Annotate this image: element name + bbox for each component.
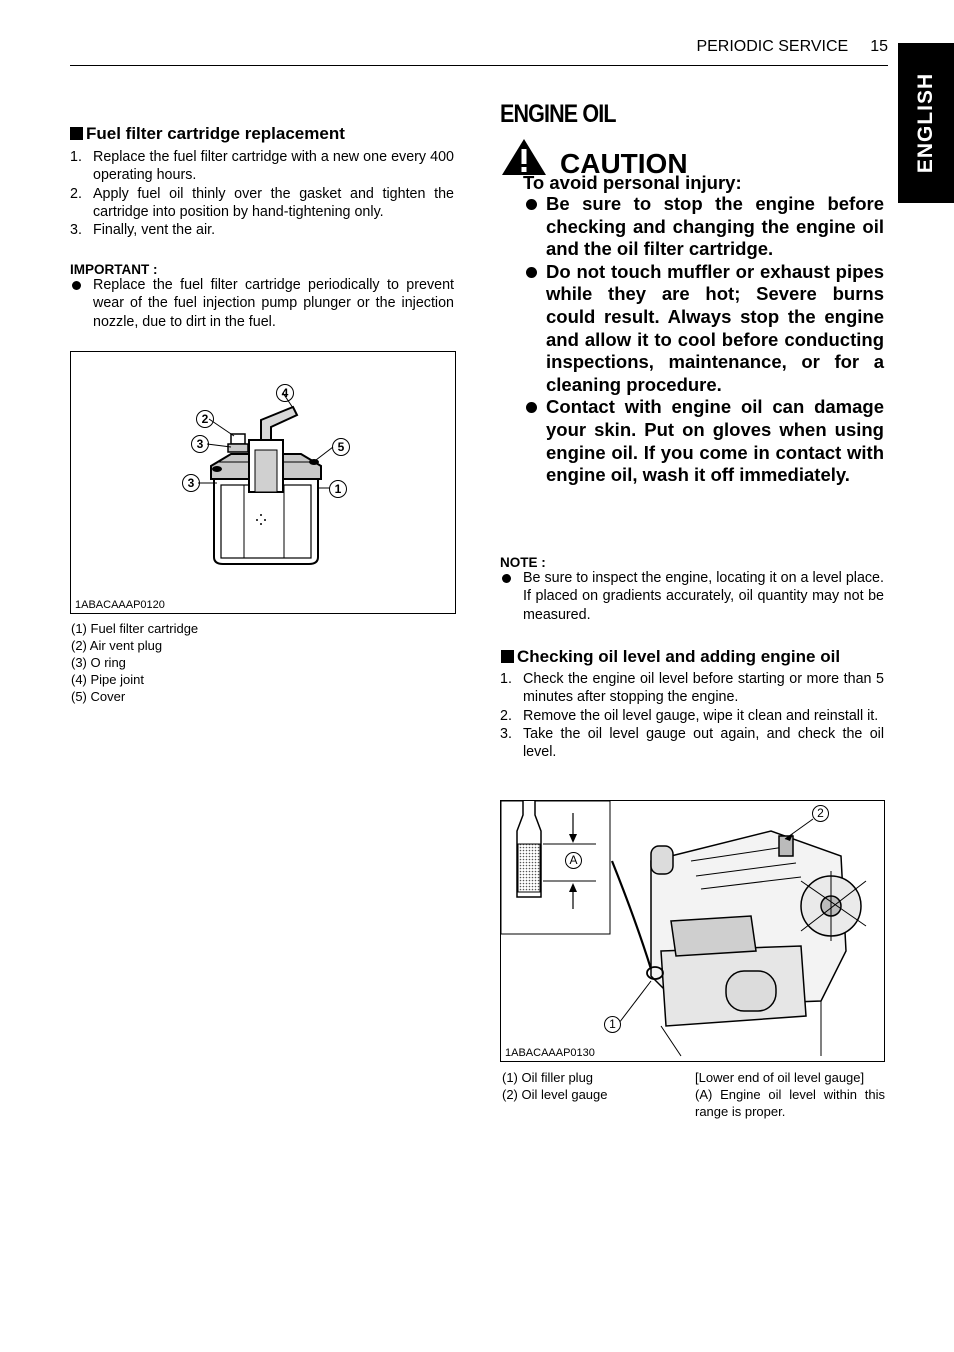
important-label: IMPORTANT : <box>70 262 158 277</box>
note-text: Be sure to inspect the engine, locating it on a level place. If placed on gradients accurately, oil quantity may not be measured. <box>523 570 884 623</box>
caption: (A) Engine oil level within this range is proper. <box>695 1087 885 1119</box>
fuel-filter-figure <box>70 351 456 614</box>
step-number: 1. <box>70 149 82 165</box>
caption: (5) Cover <box>71 689 126 704</box>
engine-illustration <box>501 801 884 1061</box>
square-bullet-icon <box>70 127 83 140</box>
square-bullet-icon <box>501 650 514 663</box>
step-number: 3. <box>70 222 82 239</box>
oil-level-section-title <box>501 647 840 667</box>
step-number: 3. <box>500 725 512 742</box>
bullet-icon <box>526 402 537 413</box>
section-name: PERIODIC SERVICE <box>696 38 849 55</box>
caption: (2) Air vent plug <box>71 638 163 653</box>
step-text: Apply fuel oil thinly over the gasket and tighten the cartridge into position by hand-tightening only. <box>93 185 454 220</box>
list-item <box>70 148 454 185</box>
callout-2: 2 <box>196 410 214 428</box>
header-divider <box>70 65 888 66</box>
note-list <box>500 569 884 624</box>
callout-4: 4 <box>276 384 294 402</box>
step-number: 2. <box>500 707 512 724</box>
oil-level-steps <box>500 670 884 761</box>
callout-1: 1 <box>329 480 347 498</box>
caution-list <box>524 193 884 487</box>
caution-item-text: Do not touch muffler or exhaust pipes while they are hot; Severe burns could result. Always stop the engine and allow it to cool before conducting inspections, maintenance, or for a cleaning procedure. <box>546 260 884 395</box>
fuel-filter-illustration <box>71 352 455 613</box>
caption-right-column <box>695 1069 885 1120</box>
language-tab-label: ENGLISH <box>914 72 937 174</box>
caption: (4) Pipe joint <box>71 672 144 687</box>
caption: (2) Oil level gauge <box>502 1087 608 1102</box>
list-item <box>524 193 884 261</box>
fuel-filter-captions <box>71 620 451 705</box>
engine-oil-title: ENGINE OIL <box>500 100 616 128</box>
callout-3b: 3 <box>182 474 200 492</box>
step-text: Remove the oil level gauge, wipe it clean and reinstall it. <box>523 707 879 724</box>
engine-oil-figure <box>500 800 885 1062</box>
caution-intro: To avoid personal injury: <box>523 172 742 193</box>
callout-2: 2 <box>812 805 829 822</box>
page-number: 15 <box>870 38 888 55</box>
step-text: Take the oil level gauge out again, and check the oil level. <box>523 725 884 761</box>
callout-A: A <box>565 852 582 869</box>
running-header <box>600 38 888 56</box>
step-text: Finally, vent the air. <box>93 222 216 239</box>
language-tab <box>898 43 954 203</box>
list-item <box>70 221 454 239</box>
fuel-filter-section-title <box>70 124 345 144</box>
warning-triangle-icon <box>500 137 548 177</box>
caption: [Lower end of oil level gauge] <box>695 1070 865 1085</box>
fuel-filter-steps <box>70 148 454 239</box>
caption: (1) Fuel filter cartridge <box>71 621 199 636</box>
callout-1: 1 <box>604 1016 621 1033</box>
step-number: 1. <box>500 671 512 687</box>
caution-item-text: Be sure to stop the engine before checking and changing the engine oil and the oil filter cartridge. <box>546 193 884 260</box>
figure-code: 1ABACAAAP0130 <box>505 1047 595 1059</box>
step-number: 2. <box>70 185 82 202</box>
callout-5: 5 <box>332 438 350 456</box>
callout-3: 3 <box>191 435 209 453</box>
bullet-icon <box>72 281 81 290</box>
caption: (1) Oil filler plug <box>502 1070 594 1085</box>
important-text: Replace the fuel filter cartridge periodically to prevent wear of the fuel injection pump plunger or the injection nozzle, due to dirt in the fuel. <box>93 277 454 330</box>
list-item <box>524 396 884 486</box>
bullet-icon <box>526 199 537 210</box>
fuel-filter-title-text: Fuel filter cartridge replacement <box>86 124 345 143</box>
list-item <box>500 707 884 725</box>
note-label: NOTE : <box>500 555 546 570</box>
oil-level-title-text: Checking oil level and adding engine oil <box>517 647 841 666</box>
caption-left-column <box>502 1069 695 1120</box>
list-item <box>70 185 454 222</box>
important-list <box>70 276 454 331</box>
caution-heading: CAUTION <box>560 148 688 179</box>
step-text: Check the engine oil level before starting or more than 5 minutes after stopping the engine. <box>523 671 884 706</box>
caption: (3) O ring <box>71 655 126 670</box>
list-item <box>524 261 884 397</box>
figure-code: 1ABACAAAP0120 <box>75 599 165 611</box>
step-text: Replace the fuel filter cartridge with a new one every 400 operating hours. <box>93 149 454 184</box>
list-item <box>70 276 454 331</box>
engine-oil-captions <box>502 1069 885 1120</box>
bullet-icon <box>502 574 511 583</box>
list-item <box>500 670 884 707</box>
caution-item-text: Contact with engine oil can damage your skin. Put on gloves when using engine oil. If you come in contact with engine oil, wash it off immediately. <box>546 396 884 486</box>
bullet-icon <box>526 267 537 278</box>
list-item <box>500 569 884 624</box>
list-item <box>500 725 884 762</box>
